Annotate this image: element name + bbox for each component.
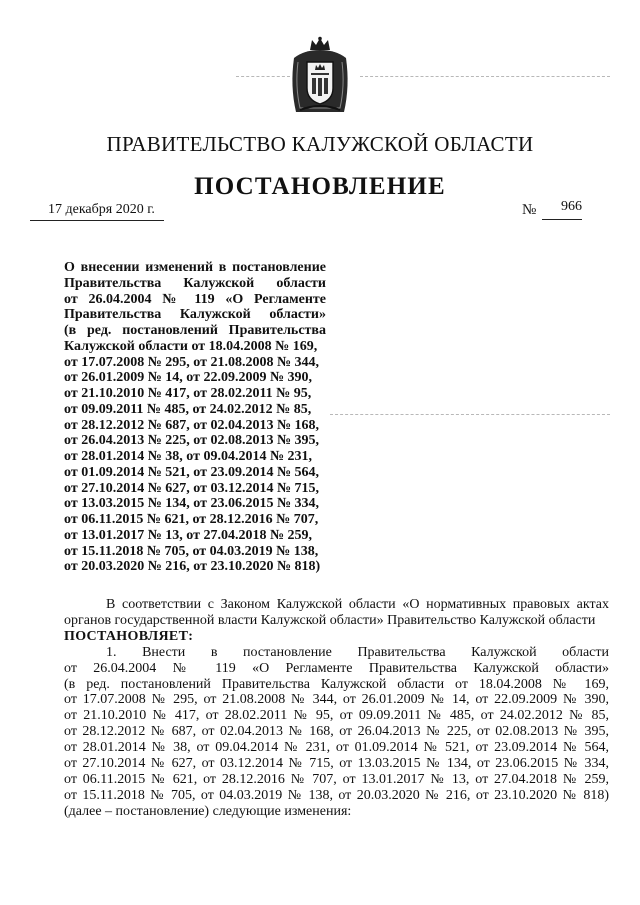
document-date: 17 декабря 2020 г. bbox=[48, 202, 155, 217]
subject-line: от 06.11.2015 № 621, от 28.12.2016 № 707, bbox=[64, 512, 319, 527]
document-type-title: ПОСТАНОВЛЕНИЕ bbox=[194, 173, 446, 200]
subject-line: от 09.09.2011 № 485, от 24.02.2012 № 85, bbox=[64, 401, 312, 417]
document-body bbox=[64, 597, 609, 820]
subject-line: (в ред. постановлений Правительства bbox=[64, 323, 326, 338]
item-line: от 21.10.2010 № 417, от 28.02.2011 № 95, от 09.09.2011 № 485, от 24.02.2012 № 85, bbox=[64, 708, 609, 724]
item-line: от 15.11.2018 № 705, от 04.03.2019 № 138, от 20.03.2020 № 216, от 23.10.2020 № 818) bbox=[64, 787, 609, 803]
item-line: (далее – постановление) следующие изменения: bbox=[64, 803, 352, 819]
number-underline bbox=[542, 219, 582, 220]
organization-title: ПРАВИТЕЛЬСТВО КАЛУЖСКОЙ ОБЛАСТИ bbox=[106, 132, 534, 156]
coat-of-arms-icon bbox=[288, 36, 352, 118]
subject-line: от 13.01.2017 № 13, от 27.04.2018 № 259, bbox=[64, 527, 313, 543]
document-number: 966 bbox=[561, 199, 582, 214]
scan-line bbox=[330, 414, 610, 415]
item-line: от 28.01.2014 № 38, от 09.04.2014 № 231, от 01.09.2014 № 521, от 23.09.2014 № 564, bbox=[64, 740, 609, 756]
subject-block bbox=[64, 260, 326, 575]
scan-line bbox=[360, 76, 610, 77]
subject-line: Калужской области от 18.04.2008 № 169, bbox=[64, 338, 318, 354]
subject-line: от 13.03.2015 № 134, от 23.06.2015 № 334, bbox=[64, 496, 320, 512]
subject-line: от 01.09.2014 № 521, от 23.09.2014 № 564, bbox=[64, 464, 320, 480]
subject-line: от 27.10.2014 № 627, от 03.12.2014 № 715, bbox=[64, 480, 320, 496]
subject-line: от 21.10.2010 № 417, от 28.02.2011 № 95, bbox=[64, 386, 312, 401]
item-line: от 06.11.2015 № 621, от 28.12.2016 № 707, от 13.01.2017 № 13, от 27.04.2018 № 259, bbox=[64, 771, 609, 787]
item-line: от 26.04.2004 № 119 «О Регламенте Правительства Калужской области» bbox=[64, 660, 609, 676]
subject-line: от 15.11.2018 № 705, от 04.03.2019 № 138, bbox=[64, 543, 319, 559]
subject-line: от 26.04.2013 № 225, от 02.08.2013 № 395, bbox=[64, 433, 320, 449]
subject-line: О внесении изменений в постановление bbox=[64, 260, 326, 275]
preamble-line: органов государственной власти Калужской области» Правительство Калужской области bbox=[64, 612, 596, 628]
subject-line: от 26.01.2009 № 14, от 22.09.2009 № 390, bbox=[64, 370, 313, 386]
subject-line: от 28.01.2014 № 38, от 09.04.2014 № 231, bbox=[64, 449, 313, 464]
subject-line: от 20.03.2020 № 216, от 23.10.2020 № 818) bbox=[64, 559, 321, 575]
date-underline bbox=[30, 220, 164, 221]
item-line: от 27.10.2014 № 627, от 03.12.2014 № 715, от 13.03.2015 № 134, от 23.06.2015 № 334, bbox=[64, 756, 609, 772]
item-line: (в ред. постановлений Правительства Калужской области от 18.04.2008 № 169, bbox=[64, 676, 609, 692]
decree-word: ПОСТАНОВЛЯЕТ: bbox=[64, 628, 194, 644]
preamble-line: В соответствии с Законом Калужской области «О нормативных правовых актах bbox=[106, 597, 609, 612]
item-line: от 17.07.2008 № 295, от 21.08.2008 № 344, от 26.01.2009 № 14, от 22.09.2009 № 390, bbox=[64, 692, 609, 708]
subject-line: от 28.12.2012 № 687, от 02.04.2013 № 168, bbox=[64, 417, 320, 433]
item-line: от 28.12.2012 № 687, от 02.04.2013 № 168, от 26.04.2013 № 225, от 02.08.2013 № 395, bbox=[64, 724, 609, 740]
item-line: 1. Внести в постановление Правительства Калужской области bbox=[106, 644, 609, 660]
number-sign: № bbox=[522, 202, 537, 218]
subject-line: Правительства Калужской области» bbox=[64, 307, 326, 323]
subject-line: Правительства Калужской области bbox=[64, 275, 326, 291]
subject-line: от 17.07.2008 № 295, от 21.08.2008 № 344, bbox=[64, 354, 320, 370]
subject-line: от 26.04.2004 № 119 «О Регламенте bbox=[64, 291, 326, 307]
scan-line bbox=[236, 76, 290, 77]
